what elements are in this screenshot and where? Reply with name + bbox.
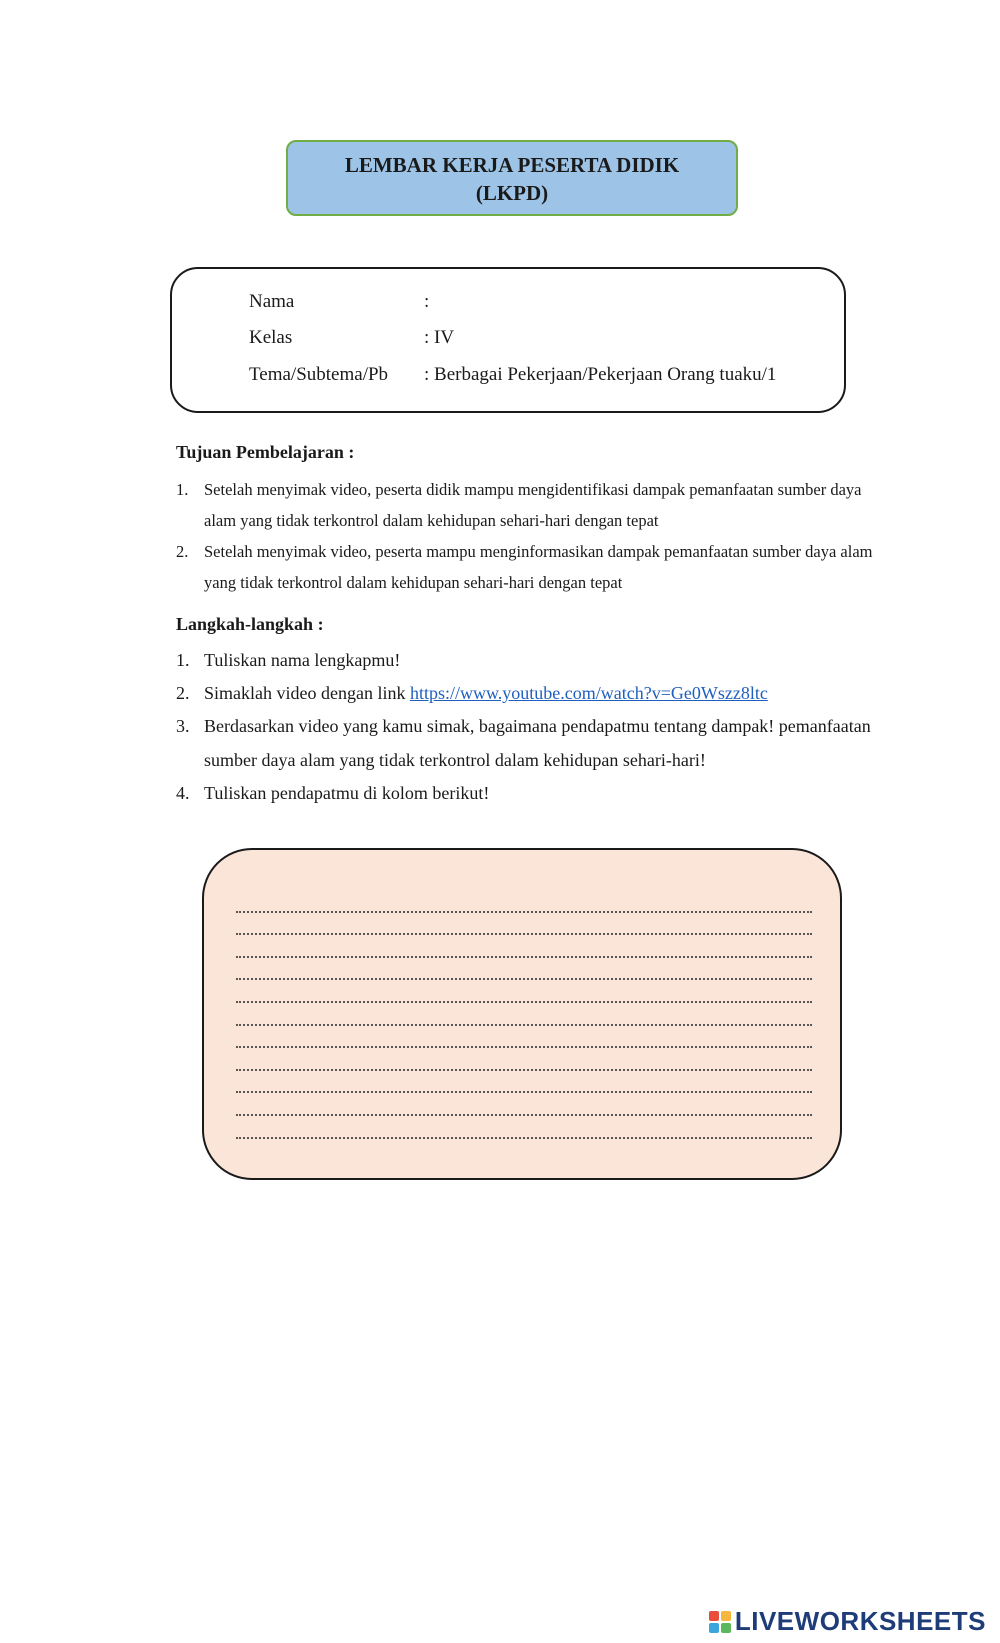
answer-line[interactable] <box>236 1093 812 1116</box>
answer-lines[interactable] <box>236 890 812 1139</box>
answer-line[interactable] <box>236 958 812 981</box>
info-label: Nama <box>249 291 295 312</box>
info-value: : IV <box>424 327 455 348</box>
step-number: 2. <box>176 683 190 703</box>
step-text: Berdasarkan video yang kamu simak, bagaimana pendapatmu tentang dampak! pemanfaatan sumber daya alam yang tidak terkontrol dalam kehidupan sehari-hari! <box>204 716 871 770</box>
step-text: Tuliskan nama lengkapmu! <box>204 650 401 670</box>
step-number: 3. <box>176 716 190 736</box>
answer-line[interactable] <box>236 935 812 958</box>
objective-number: 2. <box>176 542 189 561</box>
liveworksheets-logo-icon <box>709 1611 731 1633</box>
steps-heading: Langkah-langkah : <box>176 614 324 634</box>
student-info-box <box>170 267 846 413</box>
step-text <box>204 676 884 710</box>
footer-brand <box>709 1606 986 1637</box>
answer-line[interactable] <box>236 980 812 1003</box>
title-line-2: (LKPD) <box>475 181 549 205</box>
step-text-prefix: Simaklah video dengan link <box>204 683 410 703</box>
info-value[interactable]: : <box>424 291 430 312</box>
title-box <box>286 140 738 216</box>
answer-line[interactable] <box>236 1003 812 1026</box>
title-line-1: LEMBAR KERJA PESERTA DIDIK <box>344 153 680 177</box>
brand-name: LIVEWORKSHEETS <box>734 1606 986 1636</box>
objective-number: 1. <box>176 480 189 499</box>
info-label: Tema/Subtema/Pb <box>249 364 389 385</box>
info-value: : Berbagai Pekerjaan/Pekerjaan Orang tuaku/1 <box>424 364 777 385</box>
answer-line[interactable] <box>236 913 812 936</box>
objectives-heading: Tujuan Pembelajaran : <box>176 442 355 462</box>
answer-line[interactable] <box>236 890 812 913</box>
info-label: Kelas <box>249 327 293 348</box>
answer-line[interactable] <box>236 1071 812 1094</box>
step-number: 1. <box>176 650 190 670</box>
answer-box[interactable] <box>202 848 842 1180</box>
answer-line[interactable] <box>236 1048 812 1071</box>
youtube-video-link[interactable]: https://www.youtube.com/watch?v=Ge0Wszz8ltc <box>409 683 768 703</box>
objective-text: Setelah menyimak video, peserta didik mampu mengidentifikasi dampak pemanfaatan sumber daya alam yang tidak terkontrol dalam kehidupan sehari-hari dengan tepat <box>204 480 862 530</box>
objective-text: Setelah menyimak video, peserta mampu menginformasikan dampak pemanfaatan sumber daya alam yang tidak terkontrol dalam kehidupan sehari-hari dengan tepat <box>204 542 873 592</box>
answer-line[interactable] <box>236 1116 812 1139</box>
step-text: Tuliskan pendapatmu di kolom berikut! <box>204 783 490 803</box>
answer-line[interactable] <box>236 1026 812 1049</box>
step-number: 4. <box>176 783 190 803</box>
